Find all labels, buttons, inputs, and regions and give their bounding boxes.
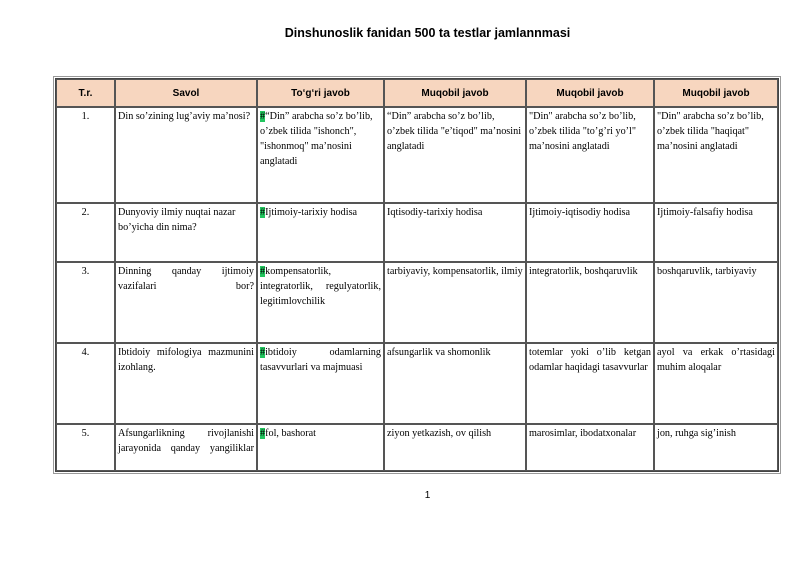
correct-marker: # [260,111,266,122]
row-number: 2. [56,203,115,262]
correct-answer-cell [257,107,384,203]
correct-answer-cell [257,262,384,343]
alternative-cell: Ijtimoiy-iqtisodiy hodisa [526,203,654,262]
alternative-cell: integratorlik, boshqaruvlik [526,262,654,343]
alternative-cell: "Din" arabcha so’z bo’lib, o’zbek tilida "to’g’ri yo’l" ma’nosini anglatadi [526,107,654,203]
question-cell: Dinning qanday ijtimoiy vazifalari bor? [115,262,257,343]
row-number: 5. [56,424,115,471]
table-row [56,203,778,262]
alternative-cell: marosimlar, ibodatxonalar [526,424,654,471]
header-tr: T.r. [56,79,115,107]
question-cell: Dunyoviy ilmiy nuqtai nazar bo’yicha din nima? [115,203,257,262]
question-cell: Ibtidoiy mifologiya mazmunini izohlang. [115,343,257,424]
correct-marker: # [260,207,266,218]
header-alternative-1: Muqobil javob [384,79,526,107]
header-alternative-3: Muqobil javob [654,79,778,107]
table-row [56,343,778,424]
table-row [56,262,778,343]
table-row [56,107,778,203]
correct-marker: # [260,266,266,277]
alternative-cell: totemlar yoki o’lib ketgan odamlar haqidagi tasavvurlar [526,343,654,424]
alternative-cell: ayol va erkak o’rtasidagi muhim aloqalar [654,343,778,424]
alternative-cell: tarbiyaviy, kompensatorlik, ilmiy [384,262,526,343]
correct-answer-cell [257,343,384,424]
correct-answer-text: Ijtimoiy-tarixiy hodisa [265,207,358,218]
correct-answer-text: “Din” arabcha so’z bo’lib, o’zbek tilida "ishonch", "ishonmoq" ma’nosini anglatadi [260,111,373,167]
correct-answer-cell [257,203,384,262]
alternative-cell: afsungarlik va shomonlik [384,343,526,424]
row-number: 1. [56,107,115,203]
header-question: Savol [115,79,257,107]
row-number: 4. [56,343,115,424]
question-cell: Afsungarlikning rivojlanishi jarayonida qanday yangiliklar [115,424,257,471]
correct-answer-text: ibtidoiy odamlarning tasavvurlari va majmuasi [260,347,381,373]
page-number: 1 [424,490,431,501]
question-cell: Din so’zining lug’aviy ma’nosi? [115,107,257,203]
correct-answer-cell [257,424,384,471]
alternative-cell: boshqaruvlik, tarbiyaviy [654,262,778,343]
alternative-cell: ziyon yetkazish, ov qilish [384,424,526,471]
header-correct-answer: To‘g‘ri javob [257,79,384,107]
correct-answer-text: kompensatorlik, integratorlik, regulyatorlik, legitimlovchilik [260,266,381,307]
alternative-cell: Iqtisodiy-tarixiy hodisa [384,203,526,262]
header-alternative-2: Muqobil javob [526,79,654,107]
correct-answer-text: fol, bashorat [265,428,317,439]
test-table [55,78,779,472]
alternative-cell: "Din" arabcha so’z bo’lib, o’zbek tilida "haqiqat" ma’nosini anglatadi [654,107,778,203]
table-row [56,424,778,471]
alternative-cell: jon, ruhga sig’inish [654,424,778,471]
document-title: Dinshunoslik fanidan 500 ta testlar jamlannmasi [284,26,571,40]
alternative-cell: “Din” arabcha so’z bo’lib, o’zbek tilida "e’tiqod" ma’nosini anglatadi [384,107,526,203]
correct-marker: # [260,347,266,358]
correct-marker: # [260,428,266,439]
table-header-row [56,79,778,107]
row-number: 3. [56,262,115,343]
alternative-cell: Ijtimoiy-falsafiy hodisa [654,203,778,262]
